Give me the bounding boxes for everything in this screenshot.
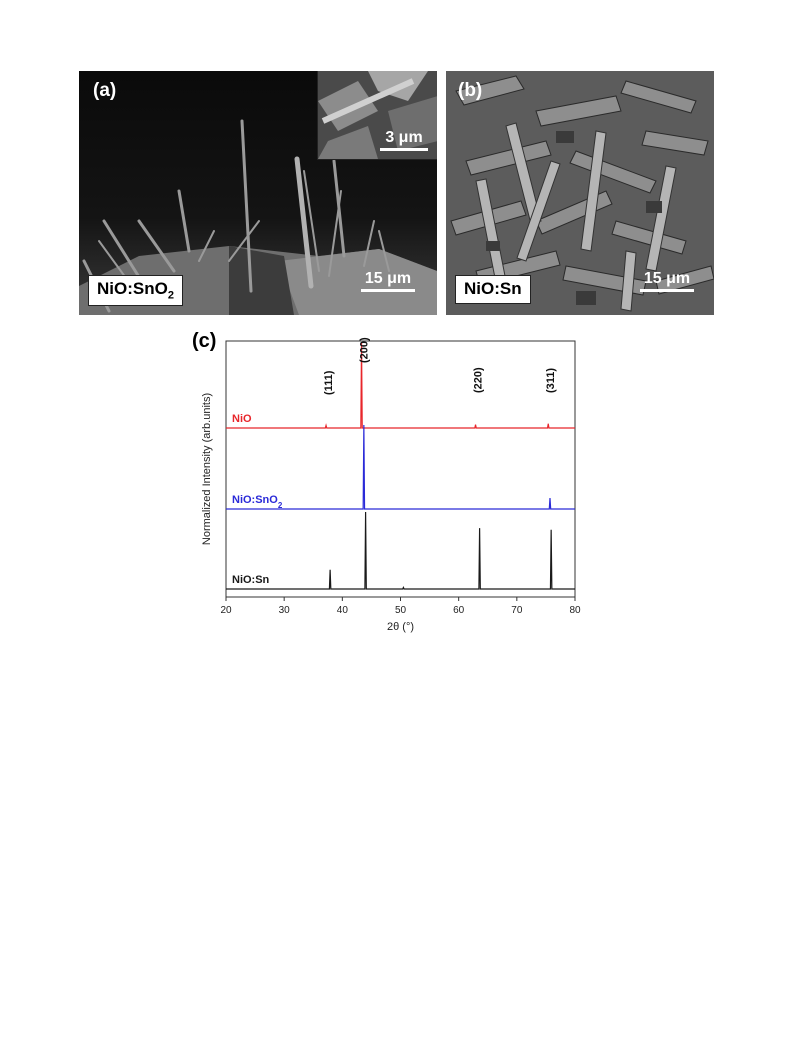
panel-a-sample-sub: 2 [167,289,174,302]
panel-a-sample-text: NiO:SnO [97,279,168,298]
x-tick-label-30: 30 [278,605,290,616]
peak-label-3: (311) [545,367,558,393]
chart-labels-layer [323,337,557,395]
chart-series-layer [226,343,575,589]
panel-b-sample-text: NiO:Sn [464,279,522,298]
inset-scale-bar [380,129,428,151]
sem-image-nio-sn [446,71,714,315]
peak-label-2: (220) [472,367,485,393]
x-axis-label: 2θ (°) [386,621,415,633]
inset-scale-line [380,148,428,151]
inset-scale-label: 3 μm [385,129,423,146]
sem-image-nio-sno2 [79,71,437,315]
x-tick-label-20: 20 [220,605,232,616]
x-tick-label-50: 50 [394,605,407,616]
panel-b-label: (b) [458,80,483,101]
series-label-2: NiO:Sn [232,574,270,586]
x-tick-label-80: 80 [569,605,581,616]
xrd-chart [188,325,593,635]
panel-a-sample-label [88,275,183,306]
x-tick-label-70: 70 [511,605,523,616]
inset-micrograph [317,71,437,160]
panel-c-label: (c) [192,330,217,352]
panel-a-label: (a) [93,80,117,101]
panel-b-scale-bar [640,270,694,292]
y-axis-label: Normalized Intensity (arb.units) [201,392,213,546]
xrd-chart-panel [188,325,593,635]
series-label-sub-1: 2 [277,500,283,510]
peak-label-1: (200) [358,337,371,363]
panel-b-scale-line [640,289,694,292]
x-tick-label-40: 40 [336,605,348,616]
series-line-nio [226,343,575,428]
plot-frame [226,341,575,597]
x-tick-label-60: 60 [453,605,465,616]
series-line-nio-sno [226,425,575,509]
series-label-1: NiO:SnO$_2$ [232,494,283,510]
peak-label-0: (111) [323,370,336,395]
panel-b-sample-label [455,275,531,304]
series-label-0: NiO [232,413,252,425]
panel-a-scale-bar [361,270,415,292]
panel-a-scale-line [361,289,415,292]
series-line-nio-sn [226,512,575,589]
panel-b-scale-label: 15 μm [643,270,691,287]
panel-a-scale-label: 15 μm [364,270,412,287]
